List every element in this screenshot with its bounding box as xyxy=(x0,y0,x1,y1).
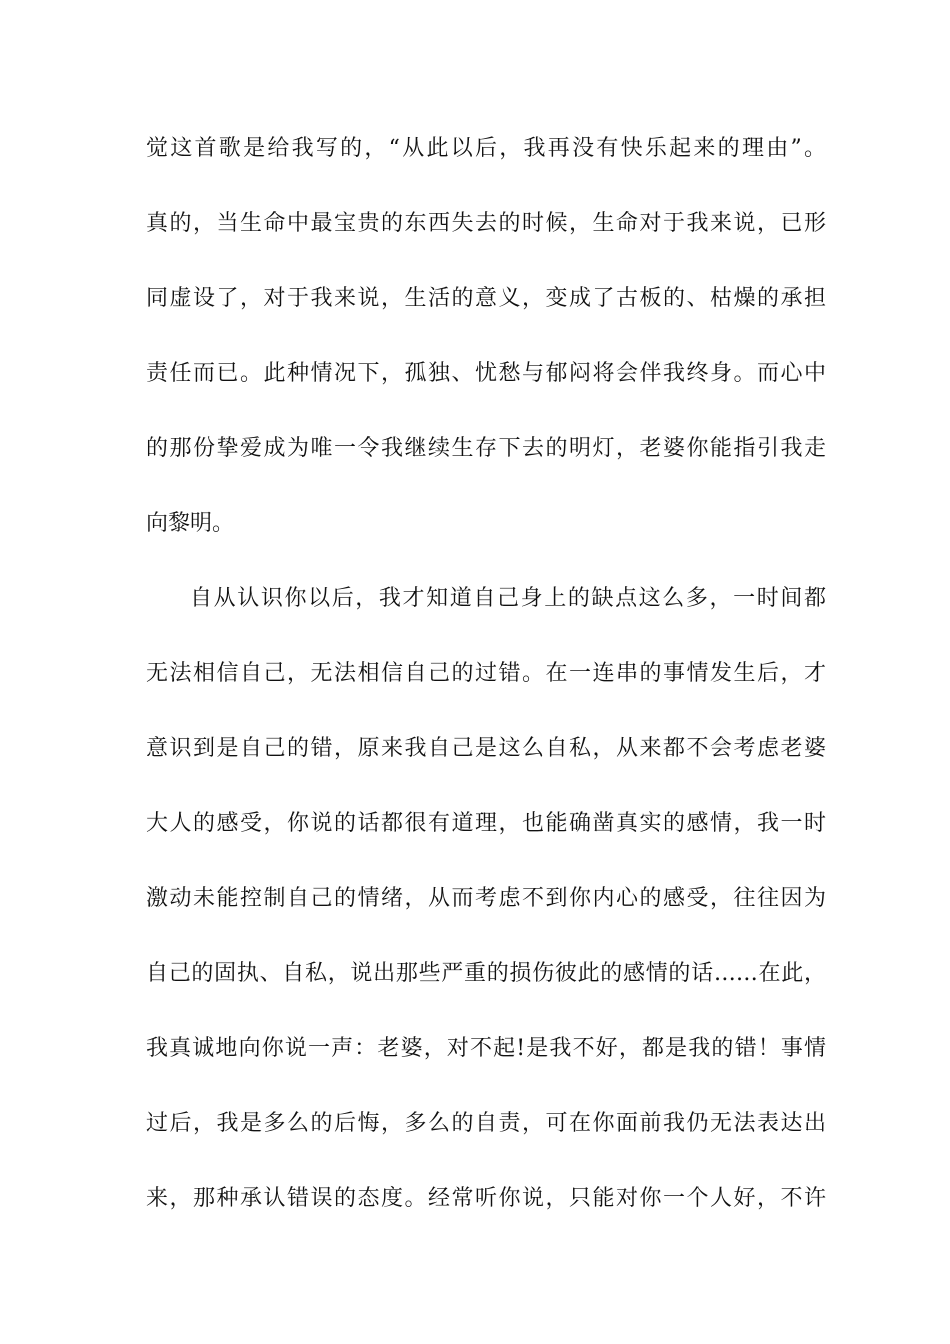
text-line: 真的，当生命中最宝贵的东西失去的时候，生命对于我来说，已形 xyxy=(146,211,826,236)
text-line: 觉这首歌是给我写的，“从此以后，我再没有快乐起来的理由”。 xyxy=(146,136,826,161)
text-line: 无法相信自己，无法相信自己的过错。在一连串的事情发生后，才 xyxy=(146,661,826,686)
text-line: 自己的固执、自私，说出那些严重的损伤彼此的感情的话……在此， xyxy=(146,961,826,986)
text-line: 的那份挚爱成为唯一令我继续生存下去的明灯，老婆你能指引我走 xyxy=(146,436,826,461)
text-line: 激动未能控制自己的情绪，从而考虑不到你内心的感受，往往因为 xyxy=(146,886,826,911)
text-line: 来，那种承认错误的态度。经常听你说，只能对你一个人好，不许 xyxy=(146,1186,826,1211)
text-line: 向黎明。 xyxy=(146,511,235,536)
text-line: 大人的感受，你说的话都很有道理，也能确凿真实的感情，我一时 xyxy=(146,811,826,836)
text-line: 同虚设了，对于我来说，生活的意义，变成了古板的、枯燥的承担 xyxy=(146,286,826,311)
paragraph-first-line: 自从认识你以后，我才知道自己身上的缺点这么多，一时间都 xyxy=(190,586,826,611)
text-line: 责任而已。此种情况下，孤独、忧愁与郁闷将会伴我终身。而心中 xyxy=(146,361,826,386)
text-line: 过后，我是多么的后悔，多么的自责，可在你面前我仍无法表达出 xyxy=(146,1111,826,1136)
text-line: 意识到是自己的错，原来我自己是这么自私，从来都不会考虑老婆 xyxy=(146,736,826,761)
text-line: 我真诚地向你说一声：老婆，对不起!是我不好，都是我的错！事情 xyxy=(146,1036,826,1061)
